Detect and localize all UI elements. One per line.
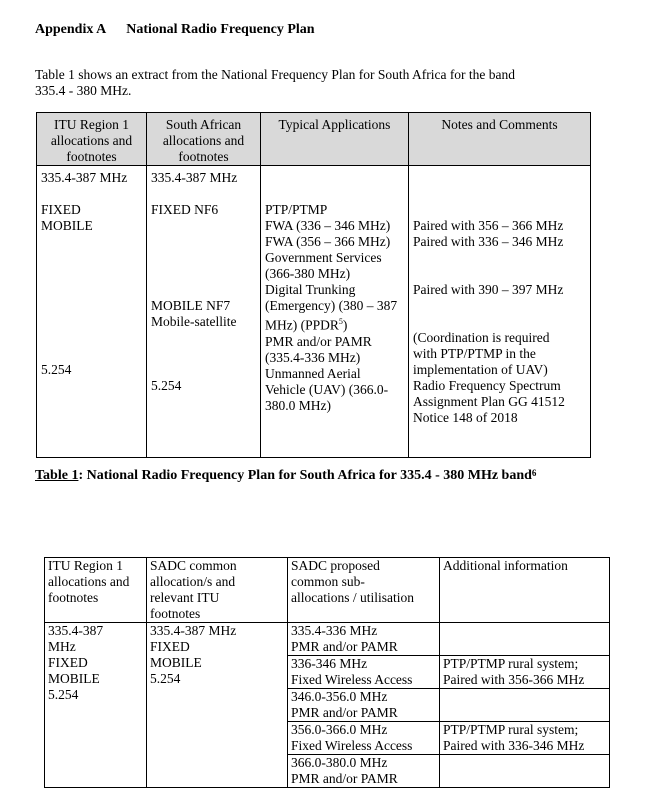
table-caption (35, 468, 536, 484)
cell-additional-info: PTP/PTMP rural system; Paired with 336-346 MHz (440, 722, 610, 755)
cell-additional-info: PTP/PTMP rural system; Paired with 356-366 MHz (440, 656, 610, 689)
table-header-row (45, 558, 610, 623)
header-sa-allocations: South African allocations and footnotes (147, 113, 261, 166)
cell-sub-allocation: 356.0-366.0 MHz Fixed Wireless Access (288, 722, 440, 755)
intro-line: Table 1 shows an extract from the National Frequency Plan for South Africa for the band (35, 67, 516, 82)
cell-sub-allocation: 336-346 MHz Fixed Wireless Access (288, 656, 440, 689)
header-additional-info: Additional information (440, 558, 610, 623)
cell-additional-info (440, 689, 610, 722)
caption-text: : National Radio Frequency Plan for South Africa for 335.4 - 380 MHz band (78, 468, 532, 483)
header-typical-applications: Typical Applications (261, 113, 409, 166)
table-row (45, 623, 610, 656)
header-sadc-proposed: SADC proposed common sub- allocations / utilisation (288, 558, 440, 623)
cell-itu-region: 335.4-387 MHz FIXED MOBILE 5.254 (45, 623, 147, 788)
cell-sub-allocation: 346.0-356.0 MHz PMR and/or PAMR (288, 689, 440, 722)
appendix-title: National Radio Frequency Plan (126, 22, 315, 37)
cell-notes-comments: Paired with 356 – 366 MHz Paired with 336 – 346 MHz Paired with 390 – 397 MHz (Coordination is required with PTP/PTMP in the implementation of UAV) Radio Frequency Spectrum Assignment Plan GG 41512 Notice 148 of 2018 (409, 166, 591, 458)
header-itu-region: ITU Region 1 allocations and footnotes (45, 558, 147, 623)
cell-sub-allocation: 366.0-380.0 MHz PMR and/or PAMR (288, 755, 440, 788)
cell-typical-applications: PTP/PTMP FWA (336 – 346 MHz) FWA (356 – 366 MHz) Government Services (366-380 MHz) Digital Trunking (Emergency) (380 – 387 MHz) (PPDR$^5$) PMR and/or PAMR (335.4-336 MHz) Unmanned Aerial Vehicle (UAV) (366.0- 380.0 MHz) (261, 166, 409, 458)
cell-sadc-common: 335.4-387 MHz FIXED MOBILE 5.254 (147, 623, 288, 788)
header-notes-comments: Notes and Comments (409, 113, 591, 166)
intro-paragraph (35, 67, 635, 99)
cell-sa-allocations: 335.4-387 MHz FIXED NF6 MOBILE NF7 Mobile-satellite 5.254 (147, 166, 261, 458)
cell-additional-info (440, 755, 610, 788)
header-sadc-common: SADC common allocation/s and relevant ITU footnotes (147, 558, 288, 623)
table-header-row (37, 113, 591, 166)
caption-label: Table 1 (35, 468, 79, 483)
appendix-heading (35, 22, 315, 38)
appendix-label: Appendix A (35, 22, 107, 37)
cell-sub-allocation: 335.4-336 MHz PMR and/or PAMR (288, 623, 440, 656)
table-row (37, 166, 591, 458)
header-itu-region: ITU Region 1 allocations and footnotes (37, 113, 147, 166)
sadc-table (44, 557, 610, 788)
intro-line: 335.4 - 380 MHz. (35, 83, 132, 98)
caption-footnote: 6 (531, 468, 537, 478)
cell-additional-info (440, 623, 610, 656)
cell-itu-region: 335.4-387 MHz FIXED MOBILE 5.254 (37, 166, 147, 458)
frequency-plan-table (36, 112, 591, 458)
